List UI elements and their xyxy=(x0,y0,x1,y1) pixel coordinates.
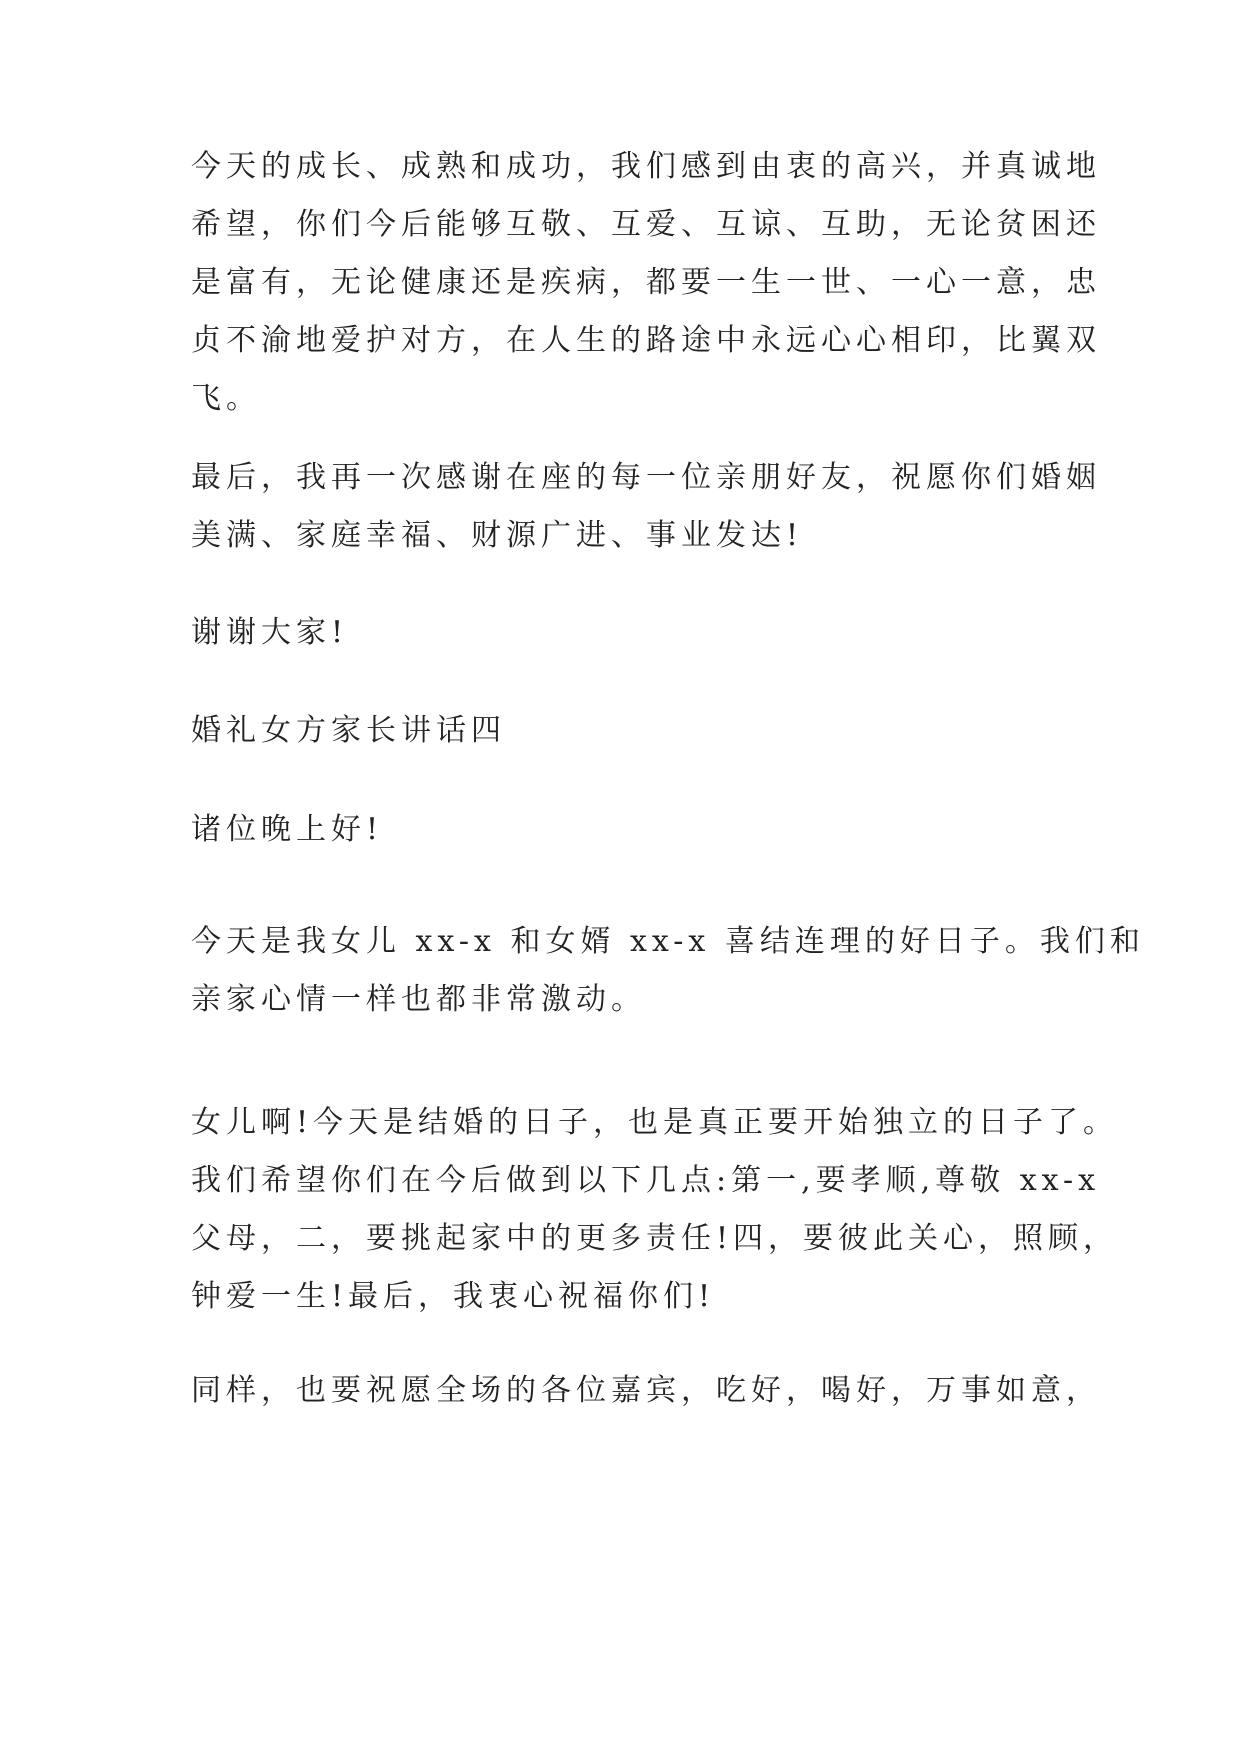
text-line: 诸位晚上好! xyxy=(191,812,384,847)
text-line: 谢谢大家! xyxy=(191,615,349,650)
text-line: 美满、家庭幸福、财源广进、事业发达! xyxy=(191,518,804,553)
text-line: 女儿啊!今天是结婚的日子，也是真正要开始独立的日子了。 xyxy=(191,1105,1119,1140)
paragraph-greeting xyxy=(191,801,1071,859)
section-heading xyxy=(191,702,1071,760)
text-line: 最后，我再一次感谢在座的每一位亲朋好友，祝愿你们婚姻 xyxy=(191,460,1101,495)
text-line: 同样，也要祝愿全场的各位嘉宾，吃好，喝好，万事如意， xyxy=(191,1373,1101,1408)
paragraph-thank-you xyxy=(191,604,1071,662)
text-line: 父母，二，要挑起家中的更多责任!四，要彼此关心，照顾， xyxy=(191,1221,1119,1256)
text-line: 希望，你们今后能够互敬、互爱、互谅、互助，无论贫困还 xyxy=(191,207,1101,242)
text-line: 贞不渝地爱护对方，在人生的路途中永远心心相印，比翼双 xyxy=(191,323,1101,358)
paragraph-advice xyxy=(191,1094,1119,1326)
paragraph-wedding-day xyxy=(191,913,1145,1029)
text-line: 是富有，无论健康还是疾病，都要一生一世、一心一意，忠 xyxy=(191,265,1101,300)
text-line: 今天的成长、成熟和成功，我们感到由衷的高兴，并真诚地 xyxy=(191,149,1101,184)
text-line: 亲家心情一样也都非常激动。 xyxy=(191,982,646,1017)
text-line: 钟爱一生!最后，我衷心祝福你们! xyxy=(191,1279,716,1314)
text-line: 今天是我女儿 xx-x 和女婿 xx-x 喜结连理的好日子。我们和 xyxy=(191,924,1145,959)
text-line: 我们希望你们在今后做到以下几点:第一,要孝顺,尊敬 xx-x xyxy=(191,1163,1101,1198)
paragraph-thanks-guests xyxy=(191,449,1101,565)
heading-text: 婚礼女方家长讲话四 xyxy=(191,713,506,748)
paragraph-wishes-guests xyxy=(191,1362,1101,1420)
paragraph-blessing xyxy=(191,138,1101,428)
text-line: 飞。 xyxy=(191,381,261,416)
